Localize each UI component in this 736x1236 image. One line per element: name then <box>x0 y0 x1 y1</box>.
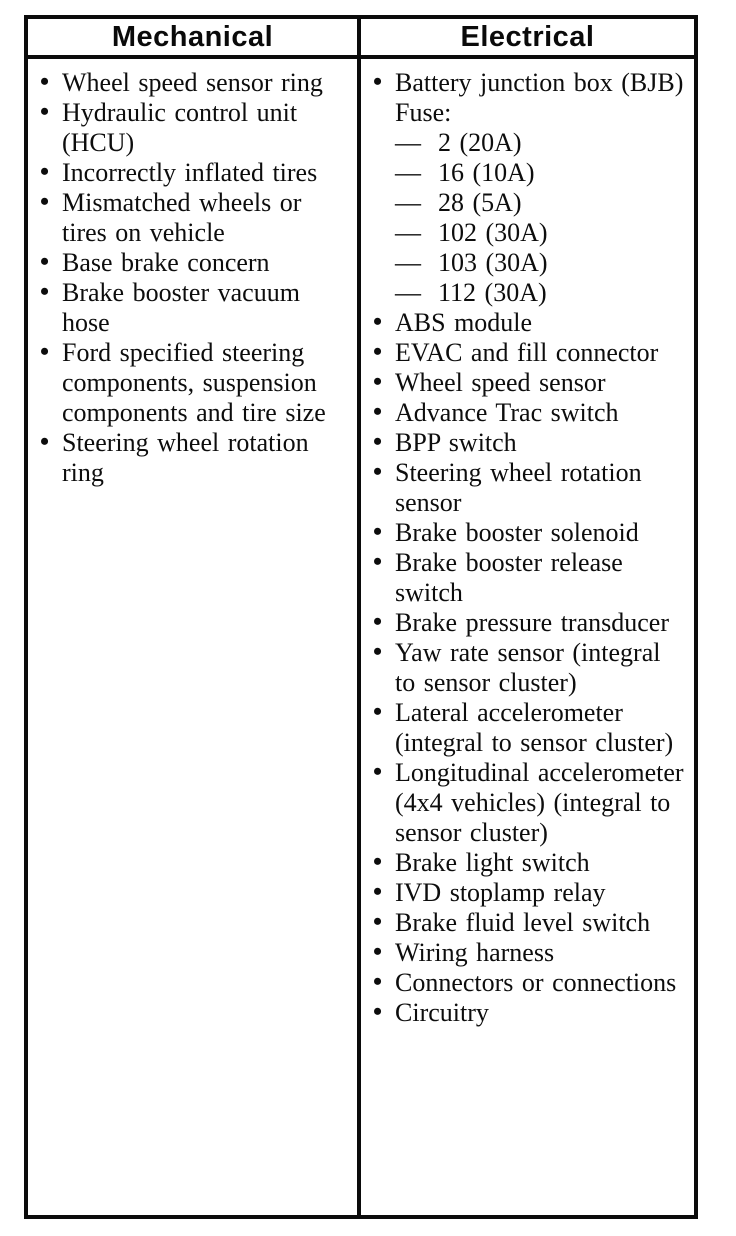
list-item-text: Mismatched wheels or tires on vehicle <box>62 188 302 247</box>
fuse-subitem-text: 103 (30A) <box>438 248 548 277</box>
bullet-icon: • <box>373 397 383 426</box>
column-header-electrical: Electrical <box>361 19 694 59</box>
dash-icon: — <box>395 158 420 187</box>
dash-icon: — <box>395 218 420 247</box>
list-item <box>373 878 688 908</box>
bullet-icon: • <box>40 277 50 306</box>
fuse-subitem <box>395 188 688 218</box>
list-item <box>373 518 688 548</box>
fuse-subitem <box>395 158 688 188</box>
column-header-mechanical: Mechanical <box>28 19 361 59</box>
fuse-subitem <box>395 248 688 278</box>
list-item <box>40 278 351 338</box>
bullet-icon: • <box>40 337 50 366</box>
bullet-icon: • <box>373 637 383 666</box>
list-item <box>373 968 688 998</box>
list-item <box>373 638 688 698</box>
list-item-text: Brake pressure transducer <box>395 608 669 637</box>
list-item-text: Steering wheel rotation ring <box>62 428 309 487</box>
bullet-icon: • <box>40 97 50 126</box>
bullet-icon: • <box>373 517 383 546</box>
dash-icon: — <box>395 128 420 157</box>
diagnostic-table <box>24 15 698 1219</box>
bullet-icon: • <box>40 427 50 456</box>
fuse-subitem <box>395 278 688 308</box>
bullet-icon: • <box>40 187 50 216</box>
bullet-icon: • <box>373 877 383 906</box>
list-item-text: Base brake concern <box>62 248 270 277</box>
list-item <box>373 608 688 638</box>
list-item <box>40 68 351 98</box>
list-item-text: Brake booster release switch <box>395 548 623 607</box>
list-item-text: Battery junction box (BJB) Fuse: <box>395 68 684 127</box>
list-item <box>373 338 688 368</box>
list-item <box>40 158 351 188</box>
fuse-subitem-text: 2 (20A) <box>438 128 522 157</box>
list-item <box>373 698 688 758</box>
dash-icon: — <box>395 188 420 217</box>
fuse-subitem-text: 28 (5A) <box>438 188 522 217</box>
list-item <box>373 848 688 878</box>
list-item <box>373 428 688 458</box>
list-item <box>373 548 688 608</box>
bullet-icon: • <box>40 247 50 276</box>
list-item-text: Advance Trac switch <box>395 398 619 427</box>
list-item-text: Wheel speed sensor ring <box>62 68 323 97</box>
bullet-icon: • <box>373 337 383 366</box>
list-item <box>40 338 351 428</box>
list-item <box>373 998 688 1028</box>
bullet-icon: • <box>373 457 383 486</box>
list-item-text: Brake fluid level switch <box>395 908 651 937</box>
fuse-subitem-text: 112 (30A) <box>438 278 547 307</box>
list-item <box>373 68 688 308</box>
list-item <box>373 908 688 938</box>
list-item-text: Brake light switch <box>395 848 590 877</box>
bullet-icon: • <box>40 67 50 96</box>
bullet-icon: • <box>373 67 383 96</box>
list-item <box>40 98 351 158</box>
list-item <box>373 308 688 338</box>
fuse-subitem-text: 102 (30A) <box>438 218 548 247</box>
list-item <box>40 248 351 278</box>
list-item-text: Incorrectly inflated tires <box>62 158 318 187</box>
bullet-icon: • <box>373 757 383 786</box>
list-item <box>373 398 688 428</box>
bullet-icon: • <box>373 697 383 726</box>
dash-icon: — <box>395 278 420 307</box>
list-item-text: Yaw rate sensor (integral to sensor cluster) <box>395 638 661 697</box>
bullet-icon: • <box>373 427 383 456</box>
bullet-icon: • <box>373 907 383 936</box>
bullet-icon: • <box>373 937 383 966</box>
bullet-icon: • <box>373 367 383 396</box>
mechanical-column <box>28 59 361 1215</box>
list-item <box>40 428 351 488</box>
list-item-text: Brake booster solenoid <box>395 518 639 547</box>
fuse-subitem-text: 16 (10A) <box>438 158 535 187</box>
electrical-list <box>361 59 694 1028</box>
fuse-subitem <box>395 218 688 248</box>
list-item-text: IVD stoplamp relay <box>395 878 606 907</box>
list-item-text: Steering wheel rotation sensor <box>395 458 642 517</box>
list-item <box>373 458 688 518</box>
fuse-subitem <box>395 128 688 158</box>
list-item-text: Circuitry <box>395 998 489 1027</box>
list-item-text: Longitudinal accelerometer (4x4 vehicles) (integral to sensor cluster) <box>395 758 684 847</box>
list-item <box>40 188 351 248</box>
bullet-icon: • <box>373 547 383 576</box>
list-item-text: Ford specified steering components, suspension components and tire size <box>62 338 326 427</box>
list-item <box>373 368 688 398</box>
dash-icon: — <box>395 248 420 277</box>
list-item-text: BPP switch <box>395 428 517 457</box>
list-item-text: Connectors or connections <box>395 968 677 997</box>
list-item <box>373 938 688 968</box>
list-item-text: ABS module <box>395 308 533 337</box>
list-item-text: Hydraulic control unit (HCU) <box>62 98 298 157</box>
bullet-icon: • <box>373 967 383 996</box>
electrical-column <box>361 59 694 1215</box>
bullet-icon: • <box>373 997 383 1026</box>
list-item <box>373 758 688 848</box>
list-item-text: Brake booster vacuum hose <box>62 278 300 337</box>
bullet-icon: • <box>373 607 383 636</box>
mechanical-list <box>28 59 357 488</box>
list-item-text: Wheel speed sensor <box>395 368 606 397</box>
bullet-icon: • <box>373 847 383 876</box>
list-item-text: EVAC and fill connector <box>395 338 659 367</box>
bullet-icon: • <box>40 157 50 186</box>
list-item-text: Wiring harness <box>395 938 555 967</box>
bullet-icon: • <box>373 307 383 336</box>
list-item-text: Lateral accelerometer (integral to sensor cluster) <box>395 698 674 757</box>
